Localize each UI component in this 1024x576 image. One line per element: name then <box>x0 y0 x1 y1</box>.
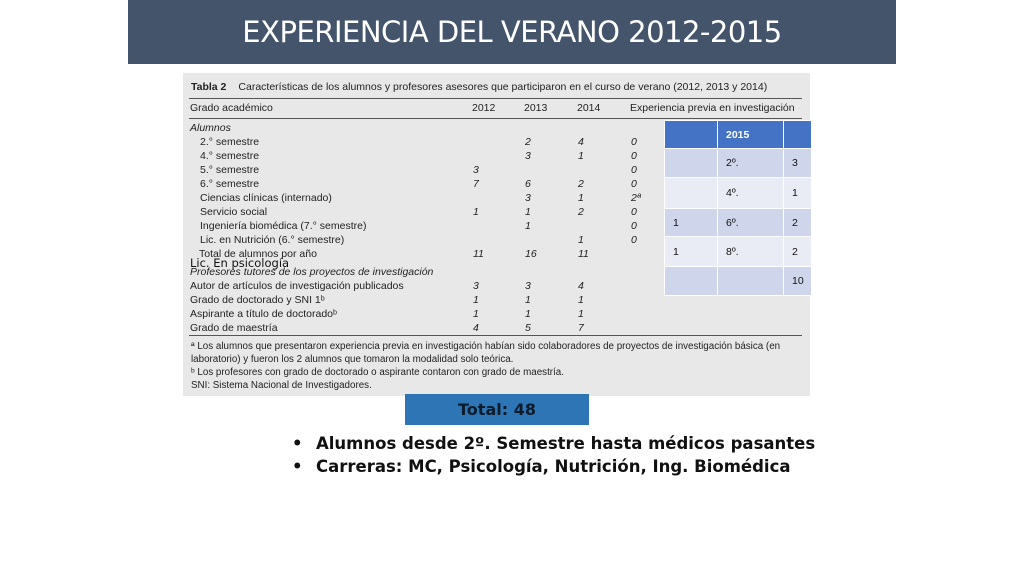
cell-2014: 4 <box>578 136 584 148</box>
cell-2012: 1 <box>473 294 479 306</box>
t2015-header-2 <box>784 121 812 149</box>
t2015-cell: 1 <box>665 209 718 237</box>
rule-header <box>189 118 802 119</box>
header-2012: 2012 <box>472 102 496 114</box>
t2015-cell: 1 <box>784 178 812 209</box>
cell-experiencia: 0 <box>631 206 637 218</box>
cell-2014: 1 <box>578 150 584 162</box>
cell-experiencia: 0 <box>631 164 637 176</box>
row-label: Grado de doctorado y SNI 1ᵇ <box>190 294 325 306</box>
cell-2014: 7 <box>578 322 584 334</box>
row-label: Servicio social <box>200 206 268 218</box>
row-label: 5.° semestre <box>200 164 260 176</box>
cell-2012: 7 <box>473 178 479 190</box>
t2015-header-1: 2015 <box>718 121 784 149</box>
table-row <box>183 294 803 308</box>
cell-2012: 3 <box>473 280 479 292</box>
cell-2013: 1 <box>525 308 531 320</box>
cell-experiencia: 0 <box>631 178 637 190</box>
cell-2013: 6 <box>525 178 531 190</box>
t2015-cell: 8º. <box>718 237 784 267</box>
row-label: Autor de artículos de investigación publicados <box>190 280 404 292</box>
row-label: 2.° semestre <box>200 136 260 148</box>
table2-caption-text: Características de los alumnos y profesores asesores que participaron en el curso de verano (2012, 2013 y 2014) <box>238 81 768 93</box>
slide-title: EXPERIENCIA DEL VERANO 2012-2015 <box>242 15 782 49</box>
t2015-cell: 2 <box>784 237 812 267</box>
cell-2013: 3 <box>525 192 531 204</box>
row-label: Ingeniería biomédica (7.° semestre) <box>200 220 367 232</box>
cell-2014: 4 <box>578 280 584 292</box>
cell-2013: 3 <box>525 280 531 292</box>
cell-2014: 1 <box>578 308 584 320</box>
psicologia-label: Lic. En psicología <box>190 256 290 270</box>
cell-2012: 1 <box>473 206 479 218</box>
bullet-item: • Alumnos desde 2º. Semestre hasta médicos pasantes <box>290 432 815 455</box>
t2015-cell <box>718 267 784 296</box>
table-2015 <box>664 120 812 296</box>
cell-2012: 3 <box>473 164 479 176</box>
row-label: Lic. en Nutrición (6.° semestre) <box>200 234 345 246</box>
t2015-cell: 3 <box>784 149 812 178</box>
header-grado: Grado académico <box>190 102 273 114</box>
header-experiencia: Experiencia previa en investigación <box>630 102 795 114</box>
table-row <box>183 322 803 336</box>
t2015-cell: 10 <box>784 267 812 296</box>
cell-experiencia: 0 <box>631 234 637 246</box>
cell-experiencia: 2ª <box>631 192 641 204</box>
cell-2012: 1 <box>473 308 479 320</box>
header-2014: 2014 <box>577 102 601 114</box>
footnote-a: ª Los alumnos que presentaron experiencia previa en investigación habían sido colaboradores de proyectos de investigación básica (en laboratorio) y fueron los 2 alumnos que tomaron la modalidad solo teórica. <box>191 341 781 365</box>
row-label: 4.° semestre <box>200 150 260 162</box>
row-label: Total de alumnos por año <box>199 248 317 260</box>
total-box <box>405 394 589 425</box>
cell-2013: 1 <box>525 294 531 306</box>
section-alumnos: Alumnos <box>190 122 231 134</box>
cell-2013: 2 <box>525 136 531 148</box>
cell-experiencia: 0 <box>631 150 637 162</box>
footnote-sni: SNI: Sistema Nacional de Investigadores. <box>191 380 372 391</box>
cell-2013: 3 <box>525 150 531 162</box>
cell-2014: 1 <box>578 294 584 306</box>
t2015-cell: 4º. <box>718 178 784 209</box>
bullet-list <box>290 432 815 478</box>
total-label: Total: 48 <box>458 400 536 419</box>
t2015-cell: 2º. <box>718 149 784 178</box>
t2015-cell <box>665 178 718 209</box>
t2015-cell <box>665 149 718 178</box>
header-2013: 2013 <box>524 102 548 114</box>
cell-experiencia: 0 <box>631 136 637 148</box>
rule-bottom <box>189 335 802 336</box>
cell-2014: 2 <box>578 178 584 190</box>
t2015-cell <box>665 267 718 296</box>
rule-top <box>189 98 802 99</box>
t2015-header-0 <box>665 121 718 149</box>
section-profesores: Profesores tutores de los proyectos de investigación <box>190 266 434 278</box>
row-label: 6.° semestre <box>200 178 260 190</box>
table-row <box>183 308 803 322</box>
cell-2014: 11 <box>578 248 589 260</box>
table2-caption-num: Tabla 2 <box>191 81 227 93</box>
t2015-cell: 6º. <box>718 209 784 237</box>
bullet-item: • Carreras: MC, Psicología, Nutrición, Ing. Biomédica <box>290 455 815 478</box>
cell-2013: 1 <box>525 206 531 218</box>
t2015-cell: 1 <box>665 237 718 267</box>
cell-2014: 1 <box>578 192 584 204</box>
title-bar <box>128 0 896 64</box>
table2-caption <box>191 81 767 93</box>
cell-2012: 11 <box>473 248 484 260</box>
cell-2014: 2 <box>578 206 584 218</box>
cell-2013: 16 <box>525 248 537 260</box>
t2015-cell: 2 <box>784 209 812 237</box>
row-label: Aspirante a título de doctoradoᵇ <box>190 308 337 320</box>
footnote-b: ᵇ Los profesores con grado de doctorado o aspirante contaron con grado de maestría. <box>191 367 564 378</box>
cell-2013: 5 <box>525 322 531 334</box>
cell-2014: 1 <box>578 234 584 246</box>
row-label: Ciencias clínicas (internado) <box>200 192 332 204</box>
cell-2012: 4 <box>473 322 479 334</box>
cell-experiencia: 0 <box>631 220 637 232</box>
row-label: Grado de maestría <box>190 322 278 334</box>
cell-2013: 1 <box>525 220 531 232</box>
